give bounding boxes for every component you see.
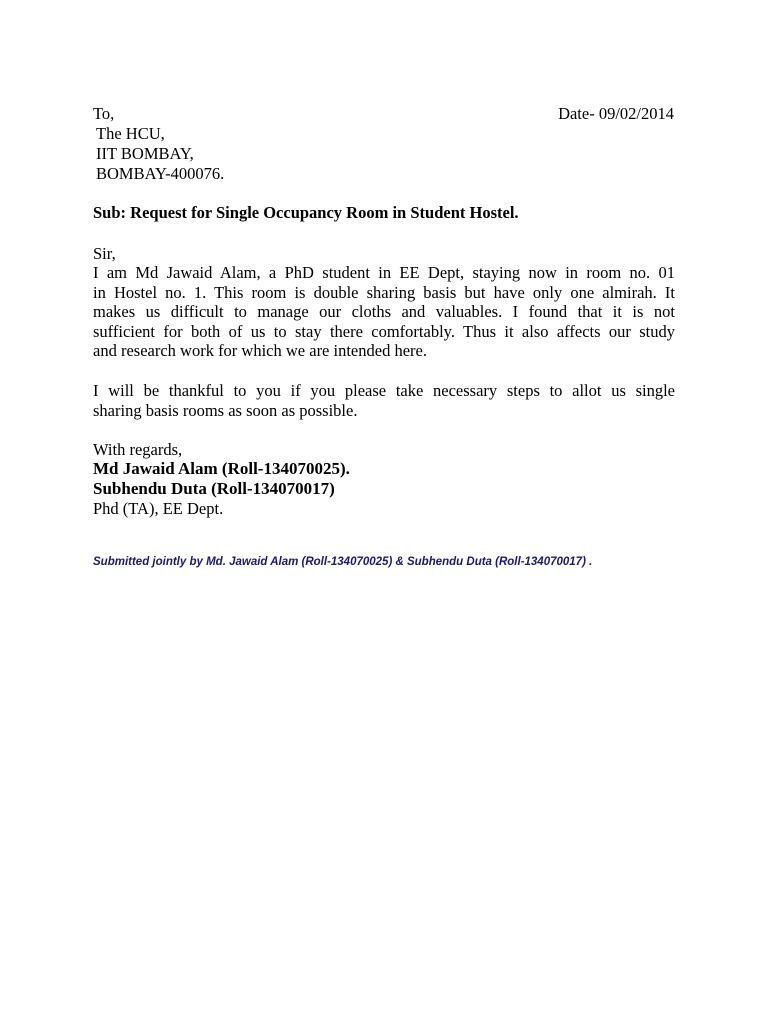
paragraph-1-line: I am Md Jawaid Alam, a PhD student in EE Dept, staying now in room no. 01 [93,263,675,282]
paragraph-1-line: makes us difficult to manage our cloths and valuables. I found that it is not [93,302,675,322]
paragraph-2-line: I will be thankful to you if you please take necessary steps to allot us single [93,381,675,400]
signatory-2: Subhendu Duta (Roll-134070017) [93,479,335,498]
paragraph-1-line: sufficient for both of us to stay there comfortably. Thus it also affects our study [93,321,675,341]
paragraph-1-line: and research work for which we are intended here. [93,341,427,361]
salutation: Sir, [93,244,116,263]
paragraph-1 [93,263,675,361]
signatory-1: Md Jawaid Alam (Roll-134070025). [93,459,350,478]
address-line-1: The HCU, [96,124,165,143]
footer-note: Submitted jointly by Md. Jawaid Alam (Roll-134070025) & Subhendu Duta (Roll-134070017) . [93,556,593,568]
paragraph-1-line: in Hostel no. 1. This room is double sharing basis but have only one almirah. It [93,282,675,302]
paragraph-2-line: sharing basis rooms as soon as possible. [93,400,358,420]
address-line-3: BOMBAY-400076. [96,164,225,183]
paragraph-2 [93,381,675,420]
address-line-2: IIT BOMBAY, [96,144,194,163]
letter-date: Date- 09/02/2014 [558,104,674,123]
letter-subject: Sub: Request for Single Occupancy Room in Student Hostel. [93,203,519,222]
closing: With regards, [93,440,183,459]
to-label: To, [93,104,115,123]
designation: Phd (TA), EE Dept. [93,499,224,518]
